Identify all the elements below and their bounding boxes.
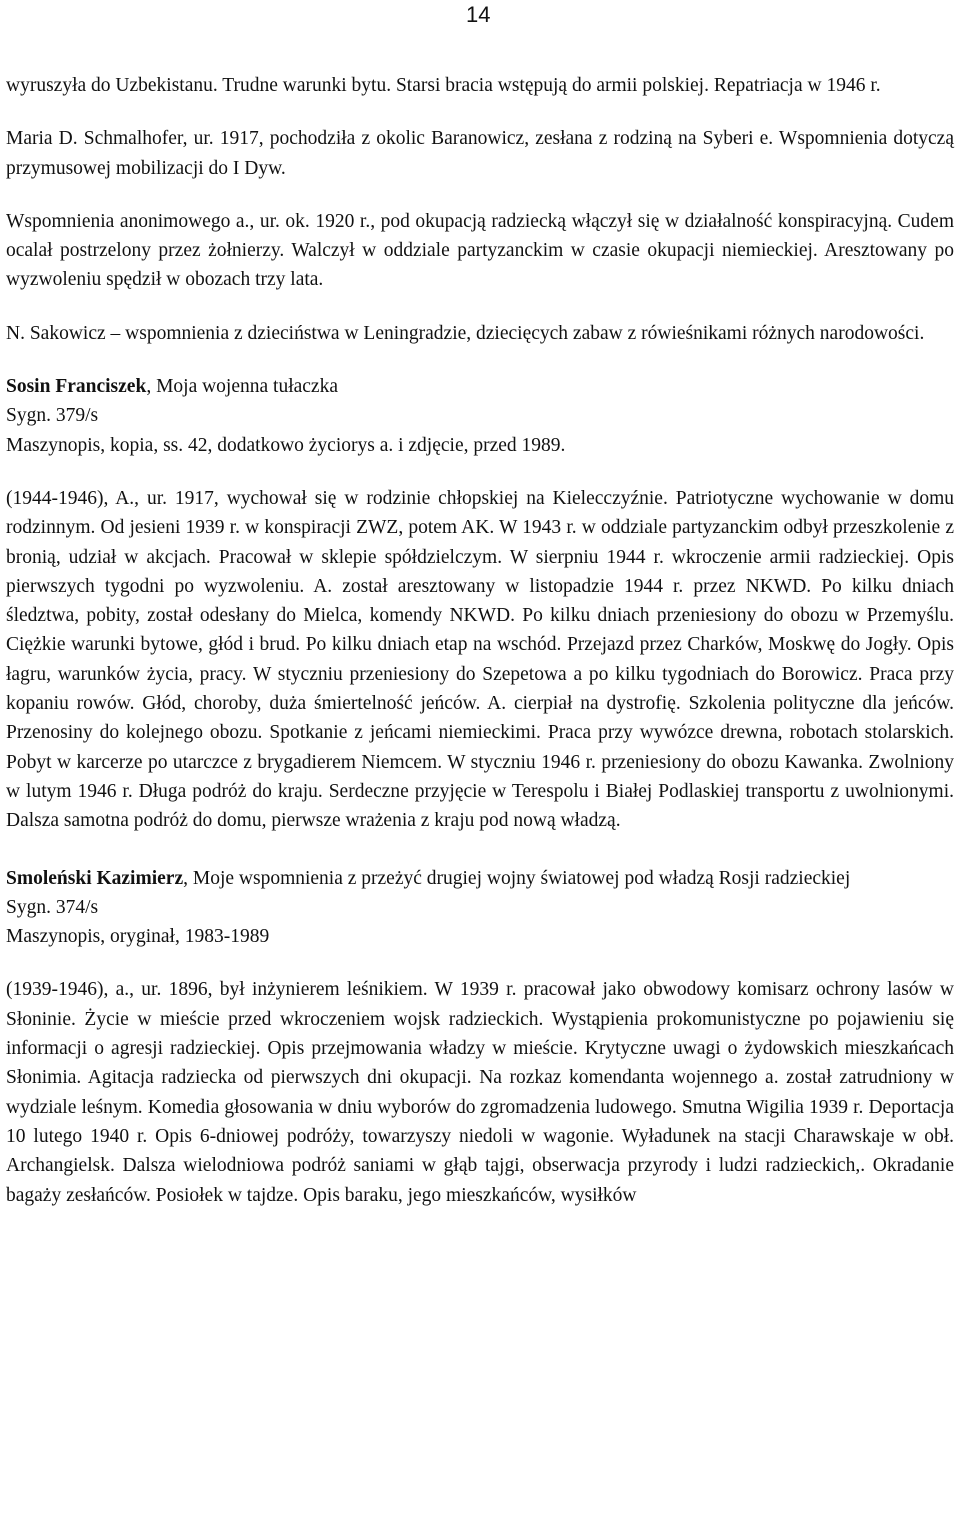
entry-smolenski bbox=[6, 864, 954, 1210]
paragraph-schmalhofer: Maria D. Schmalhofer, ur. 1917, pochodziła z okolic Baranowicz, zesłana z rodziną na Syberi e. Wspomnienia dotyczą przymusowej mobilizacji do I Dyw. bbox=[6, 128, 954, 179]
document-body bbox=[6, 71, 954, 1210]
entry-summary: (1939-1946), a., ur. 1896, był inżynierem leśnikiem. W 1939 r. pracował jako obwodowy komisarz ochrony lasów w Słoninie. Życie w mieście przed wkroczeniem wojsk radzieckich. Wystąpienia prokomunistyczne po pojawieniu się informacji o agresji radzieckiej. Opis przejmowania władzy w mieście. Krytyczne uwagi o żydowskich mieszkańcach Słonimia. Agitacja radziecka od pierwszych dni okupacji. Na rozkaz komendanta wojennego a. został zatrudniony w wydziale leśnym. Komedia głosowania w dniu wyborów do zgromadzenia ludowego. Smutna Wigilia 1939 r. Deportacja 10 lutego 1940 r. Opis 6-dniowej podróży, towarzyszy niedoli w wagonie. Wyładunek na stacji Charawskaje w obł. Archangielsk. Dalsza wielodniowa podróż saniami w głąb tajgi, obserwacja przyrody i ludzi radzieckich,. Okradanie bagaży zesłańców. Posiołek w tajdze. Opis baraku, jego mieszkańców, wysiłków bbox=[6, 979, 954, 1206]
entry-signature: Sygn. 374/s bbox=[6, 896, 99, 918]
paragraph-anonymous: Wspomnienia anonimowego a., ur. ok. 1920 r., pod okupacją radziecką włączył się w działalność konspiracyjną. Cudem ocalał postrzelony przez żołnierzy. Walczył w oddziale partyzanckim w czasie okupacji niemieckiej. Aresztowany po wyzwoleniu spędził w obozach trzy lata. bbox=[6, 210, 954, 291]
paragraph-repatriation: wyruszyła do Uzbekistanu. Trudne warunki bytu. Starsi bracia wstępują do armii polskiej. Repatriacja w 1946 r. bbox=[6, 75, 881, 96]
entry-title: , Moje wspomnienia z przeżyć drugiej wojny światowej pod władzą Rosji radzieckiej bbox=[183, 867, 851, 889]
entry-description: Maszynopis, kopia, ss. 42, dodatkowo życiorys a. i zdjęcie, przed 1989. bbox=[6, 434, 566, 456]
entry-description: Maszynopis, oryginał, 1983-1989 bbox=[6, 926, 270, 948]
page-number: 14 bbox=[466, 2, 491, 27]
entry-summary: (1944-1946), A., ur. 1917, wychował się w rodzinie chłopskiej na Kielecczyźnie. Patriotyczne wychowanie w domu rodzinnym. Od jesieni 1939 r. w konspiracji ZWZ, potem AK. W 1943 r. w oddziale partyzanckim odbył przeszkolenie z bronią, udział w akcjach. Pracował w sklepie spółdzielczym. W sierpniu 1944 r. wkroczenie armii radzieckiej. Opis pierwszych tygodni po wyzwoleniu. A. został aresztowany w listopadzie 1944 r. przez NKWD. Po kilku dniach śledztwa, pobity, został odesłany do Mielca, komendy NKWD. Po kilku dniach przeniesiony do obozu w Przemyślu. Ciężkie warunki bytowe, głód i brud. Po kilku dniach etap na wschód. Przejazd przez Charków, Moskwę do Jogły. Opis łagru, warunków życia, pracy. W styczniu przeniesiony do Szepetowa a po kilku tygodniach do Borowicz. Praca przy kopaniu rowów. Głód, choroby, duża śmiertelność jeńców. A. cierpiał na dystrofię. Szkolenia polityczne dla jeńców. Przenosiny do kolejnego obozu. Spotkanie z jeńcami niemieckimi. Praca przy wywózce drewna, robotach stolarskich. Pobyt w karcerze po utarczce z brygadierem Niemcem. W styczniu 1946 r. przeniesiony do obozu Kawanka. Zwolniony w lutym 1946 r. Długa podróż do kraju. Serdeczne przyjęcie w Terespolu i Białej Podlaskiej transportu z uwolnionymi. Dalsza samotna podróż do domu, pierwsze wrażenia z kraju pod nową władzą. bbox=[6, 487, 954, 832]
paragraph-sakowicz: N. Sakowicz – wspomnienia z dzieciństwa w Leningradzie, dziecięcych zabaw z rówieśnikami różnych narodowości. bbox=[6, 322, 925, 344]
entry-heading bbox=[6, 864, 954, 893]
entry-title: , Moja wojenna tułaczka bbox=[146, 376, 338, 398]
entry-author: Smoleński Kazimierz bbox=[6, 867, 184, 889]
entry-heading bbox=[6, 372, 954, 401]
entry-signature: Sygn. 379/s bbox=[6, 405, 99, 427]
entry-author: Sosin Franciszek bbox=[6, 376, 147, 398]
entry-sosin bbox=[6, 372, 954, 835]
